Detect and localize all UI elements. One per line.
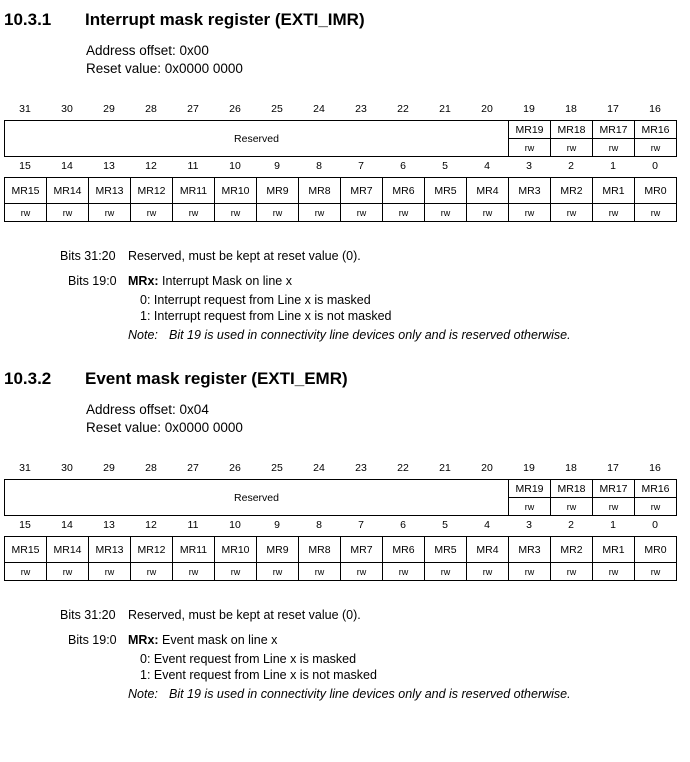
- bit-number: 19: [523, 103, 535, 115]
- bit-number: 6: [400, 160, 406, 172]
- address-offset: Address offset: 0x04: [86, 402, 209, 417]
- register-field: MR2: [550, 536, 593, 563]
- access-type: rw: [340, 562, 383, 581]
- bit-number: 8: [316, 519, 322, 531]
- reserved-field: Reserved: [4, 479, 509, 516]
- register-bit-table: [4, 100, 680, 228]
- bit-number: 15: [19, 519, 31, 531]
- access-type: rw: [466, 203, 509, 222]
- bit-number: 29: [103, 103, 115, 115]
- bit-number: 25: [271, 103, 283, 115]
- note-text: Bit 19 is used in connectivity line devices only and is reserved otherwise.: [169, 328, 571, 342]
- access-type: rw: [382, 203, 425, 222]
- register-field: MR10: [214, 177, 257, 204]
- desc-field-text: Interrupt Mask on line x: [158, 274, 292, 288]
- register-field: MR17: [592, 120, 635, 139]
- bit-number: 21: [439, 103, 451, 115]
- desc-value-1: 1: Event request from Line x is not masked: [140, 668, 377, 682]
- access-type: rw: [550, 203, 593, 222]
- section-title: Event mask register (EXTI_EMR): [85, 369, 348, 388]
- access-type: rw: [298, 562, 341, 581]
- bit-number: 22: [397, 103, 409, 115]
- bit-number: 28: [145, 103, 157, 115]
- section-number: 10.3.1: [4, 10, 52, 29]
- access-type: rw: [214, 562, 257, 581]
- access-type: rw: [424, 203, 467, 222]
- bit-number: 18: [565, 462, 577, 474]
- register-field: MR8: [298, 536, 341, 563]
- bit-number: 17: [607, 462, 619, 474]
- desc-field-name: MRx:: [128, 633, 159, 647]
- bit-number: 27: [187, 103, 199, 115]
- register-field: MR4: [466, 536, 509, 563]
- bit-number: 19: [523, 462, 535, 474]
- bit-number: 3: [526, 160, 532, 172]
- bit-number: 14: [61, 519, 73, 531]
- access-type: rw: [508, 562, 551, 581]
- bit-number: 27: [187, 462, 199, 474]
- register-field: MR12: [130, 536, 173, 563]
- bit-number: 30: [61, 462, 73, 474]
- bit-number: 11: [187, 519, 199, 531]
- register-field: MR12: [130, 177, 173, 204]
- desc-field-text: Event mask on line x: [158, 633, 278, 647]
- register-bit-table: [4, 459, 680, 587]
- access-type: rw: [424, 562, 467, 581]
- register-field: MR16: [634, 120, 677, 139]
- access-type: rw: [172, 203, 215, 222]
- access-type: rw: [550, 497, 593, 516]
- access-type: rw: [46, 562, 89, 581]
- access-type: rw: [592, 497, 635, 516]
- access-type: rw: [172, 562, 215, 581]
- register-field: MR7: [340, 177, 383, 204]
- desc-field-bits: Bits 19:0: [68, 274, 117, 288]
- bit-number: 3: [526, 519, 532, 531]
- reset-value: Reset value: 0x0000 0000: [86, 61, 243, 76]
- access-type: rw: [466, 562, 509, 581]
- access-type: rw: [256, 562, 299, 581]
- bit-number: 1: [610, 519, 616, 531]
- register-field: MR4: [466, 177, 509, 204]
- bit-number: 20: [481, 462, 493, 474]
- note-label: Note:: [128, 328, 158, 342]
- register-field: MR15: [4, 177, 47, 204]
- desc-field: [128, 274, 292, 288]
- desc-reserved-text: Reserved, must be kept at reset value (0).: [128, 249, 361, 263]
- register-field: MR3: [508, 177, 551, 204]
- note-text: Bit 19 is used in connectivity line devices only and is reserved otherwise.: [169, 687, 571, 701]
- note-label: Note:: [128, 687, 158, 701]
- bit-number: 23: [355, 103, 367, 115]
- access-type: rw: [508, 497, 551, 516]
- access-type: rw: [256, 203, 299, 222]
- access-type: rw: [634, 562, 677, 581]
- reset-value: Reset value: 0x0000 0000: [86, 420, 243, 435]
- access-type: rw: [214, 203, 257, 222]
- register-field: MR14: [46, 177, 89, 204]
- bit-number: 11: [187, 160, 199, 172]
- register-field: MR19: [508, 120, 551, 139]
- desc-value-0: 0: Interrupt request from Line x is masked: [140, 293, 371, 307]
- access-type: rw: [634, 203, 677, 222]
- access-type: rw: [382, 562, 425, 581]
- bit-number: 29: [103, 462, 115, 474]
- access-type: rw: [4, 562, 47, 581]
- desc-reserved-bits: Bits 31:20: [60, 608, 116, 622]
- bit-number: 16: [649, 462, 661, 474]
- bit-number: 5: [442, 160, 448, 172]
- bit-number: 5: [442, 519, 448, 531]
- bit-number: 31: [19, 103, 31, 115]
- register-field: MR2: [550, 177, 593, 204]
- register-field: MR5: [424, 536, 467, 563]
- bit-number: 26: [229, 103, 241, 115]
- desc-value-0: 0: Event request from Line x is masked: [140, 652, 357, 666]
- register-field: MR18: [550, 479, 593, 498]
- bit-number: 20: [481, 103, 493, 115]
- register-field: MR0: [634, 536, 677, 563]
- bit-number: 25: [271, 462, 283, 474]
- access-type: rw: [592, 138, 635, 157]
- bit-number: 24: [313, 103, 325, 115]
- register-field: MR13: [88, 536, 131, 563]
- access-type: rw: [88, 562, 131, 581]
- bit-number: 12: [145, 160, 157, 172]
- register-field: MR17: [592, 479, 635, 498]
- access-type: rw: [508, 203, 551, 222]
- bit-number: 28: [145, 462, 157, 474]
- access-type: rw: [88, 203, 131, 222]
- register-field: MR0: [634, 177, 677, 204]
- access-type: rw: [634, 497, 677, 516]
- bit-number: 10: [229, 160, 241, 172]
- bit-number: 24: [313, 462, 325, 474]
- access-type: rw: [592, 562, 635, 581]
- bit-number: 16: [649, 103, 661, 115]
- access-type: rw: [46, 203, 89, 222]
- desc-reserved-text: Reserved, must be kept at reset value (0).: [128, 608, 361, 622]
- bit-number: 7: [358, 519, 364, 531]
- bit-number: 21: [439, 462, 451, 474]
- bit-number: 15: [19, 160, 31, 172]
- bit-number: 26: [229, 462, 241, 474]
- desc-field-bits: Bits 19:0: [68, 633, 117, 647]
- access-type: rw: [298, 203, 341, 222]
- bit-number: 4: [484, 160, 490, 172]
- bit-number: 2: [568, 160, 574, 172]
- register-field: MR9: [256, 536, 299, 563]
- access-type: rw: [4, 203, 47, 222]
- register-field: MR9: [256, 177, 299, 204]
- register-field: MR7: [340, 536, 383, 563]
- bit-number: 6: [400, 519, 406, 531]
- register-field: MR1: [592, 177, 635, 204]
- register-field: MR14: [46, 536, 89, 563]
- bit-number: 9: [274, 160, 280, 172]
- bit-number: 0: [652, 160, 658, 172]
- desc-field-name: MRx:: [128, 274, 159, 288]
- bit-number: 17: [607, 103, 619, 115]
- desc-value-1: 1: Interrupt request from Line x is not masked: [140, 309, 392, 323]
- access-type: rw: [550, 562, 593, 581]
- register-field: MR1: [592, 536, 635, 563]
- bit-number: 18: [565, 103, 577, 115]
- bit-number: 7: [358, 160, 364, 172]
- register-field: MR15: [4, 536, 47, 563]
- bit-number: 13: [103, 160, 115, 172]
- register-field: MR11: [172, 536, 215, 563]
- section-number: 10.3.2: [4, 369, 52, 388]
- reserved-field: Reserved: [4, 120, 509, 157]
- access-type: rw: [634, 138, 677, 157]
- bit-number: 1: [610, 160, 616, 172]
- bit-number: 0: [652, 519, 658, 531]
- bit-number: 4: [484, 519, 490, 531]
- section-title: Interrupt mask register (EXTI_IMR): [85, 10, 365, 29]
- access-type: rw: [550, 138, 593, 157]
- access-type: rw: [340, 203, 383, 222]
- bit-number: 23: [355, 462, 367, 474]
- bit-number: 31: [19, 462, 31, 474]
- register-field: MR6: [382, 536, 425, 563]
- desc-field: [128, 633, 277, 647]
- register-field: MR6: [382, 177, 425, 204]
- register-field: MR3: [508, 536, 551, 563]
- register-field: MR16: [634, 479, 677, 498]
- bit-number: 9: [274, 519, 280, 531]
- bit-number: 14: [61, 160, 73, 172]
- register-field: MR5: [424, 177, 467, 204]
- register-field: MR19: [508, 479, 551, 498]
- note: [128, 687, 571, 701]
- register-field: MR18: [550, 120, 593, 139]
- register-field: MR8: [298, 177, 341, 204]
- access-type: rw: [508, 138, 551, 157]
- bit-number: 22: [397, 462, 409, 474]
- register-field: MR10: [214, 536, 257, 563]
- register-field: MR13: [88, 177, 131, 204]
- bit-number: 30: [61, 103, 73, 115]
- desc-reserved-bits: Bits 31:20: [60, 249, 116, 263]
- access-type: rw: [130, 203, 173, 222]
- register-field: MR11: [172, 177, 215, 204]
- access-type: rw: [130, 562, 173, 581]
- bit-number: 13: [103, 519, 115, 531]
- note: [128, 328, 571, 342]
- bit-number: 8: [316, 160, 322, 172]
- bit-number: 12: [145, 519, 157, 531]
- bit-number: 10: [229, 519, 241, 531]
- access-type: rw: [592, 203, 635, 222]
- address-offset: Address offset: 0x00: [86, 43, 209, 58]
- bit-number: 2: [568, 519, 574, 531]
